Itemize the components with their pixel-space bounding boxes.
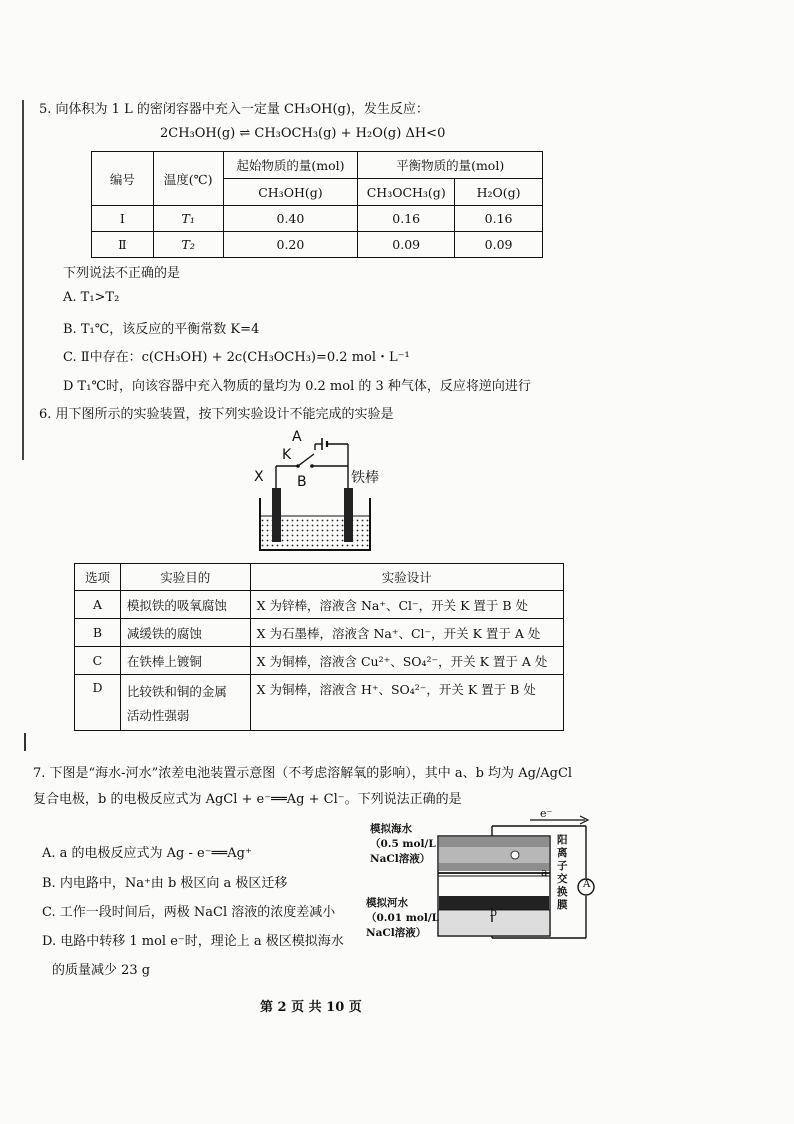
purpose-line: 活动性强弱 <box>126 708 190 723</box>
q7-stem-line2: 复合电极，b 的电极反应式为 AgCl + e⁻══Ag + Cl⁻。下列说法正确的是 <box>33 792 462 807</box>
table-cell: 0.40 <box>223 206 358 232</box>
q5-reaction: 2CH₃OH(g) ⇌ CH₃OCH₃(g) + H₂O(g) ΔH<0 <box>160 126 446 141</box>
label-line: （0.5 mol/L <box>370 838 436 850</box>
figure-label-iron-rod: 铁棒 <box>351 470 379 486</box>
q6-header-option: 选项 <box>75 564 121 591</box>
q7-option-b: B. 内电路中，Na⁺由 b 极区向 a 极区迁移 <box>42 876 288 891</box>
table-row <box>75 619 564 647</box>
electron-label: e⁻ <box>540 807 553 820</box>
table-cell: 0.16 <box>455 206 543 232</box>
page-footer: 第 2 页 共 10 页 <box>260 1000 362 1015</box>
table-cell <box>120 675 250 731</box>
table-cell: Ⅰ <box>92 206 154 232</box>
table-row <box>75 591 564 619</box>
q6-header-design: 实验设计 <box>250 564 563 591</box>
electrode-a-label: a <box>541 866 548 879</box>
table-cell: C <box>75 647 121 675</box>
figure-label-a: A <box>292 429 302 445</box>
table-cell: 减缓铁的腐蚀 <box>120 619 250 647</box>
q5-option-d: D T₁℃时，向该容器中充入物质的量均为 0.2 mol 的 3 种气体，反应将逆向进行 <box>63 379 531 394</box>
membrane-label: 阳离子交换膜 <box>557 834 568 911</box>
label-line: 模拟海水 <box>370 823 412 835</box>
table-cell: 0.09 <box>358 232 455 258</box>
q5-stem: 5. 向体积为 1 L 的密闭容器中充入一定量 CH₃OH(g)，发生反应： <box>39 102 429 117</box>
label-line: NaCl溶液） <box>370 853 431 865</box>
q7-option-a: A. a 的电极反应式为 Ag - e⁻══Ag⁺ <box>42 846 252 861</box>
q5-header-initial: 起始物质的量(mol) <box>223 152 358 179</box>
q5-subheader: CH₃OCH₃(g) <box>358 179 455 206</box>
q5-option-a: A. T₁>T₂ <box>63 290 120 305</box>
margin-line <box>22 100 24 460</box>
table-cell: 0.09 <box>455 232 543 258</box>
q5-subheader: CH₃OH(g) <box>223 179 358 206</box>
label-line: （0.01 mol/L <box>366 912 440 924</box>
table-cell: Ⅱ <box>92 232 154 258</box>
table-cell: T₂ <box>153 232 223 258</box>
table-cell: X 为锌棒，溶液含 Na⁺、Cl⁻，开关 K 置于 B 处 <box>250 591 563 619</box>
label-line: NaCl溶液） <box>366 927 427 939</box>
q6-header-purpose: 实验目的 <box>120 564 250 591</box>
q6-table <box>74 563 564 731</box>
q5-option-b: B. T₁℃，该反应的平衡常数 K=4 <box>63 322 260 337</box>
table-cell: B <box>75 619 121 647</box>
table-cell: X 为石墨棒，溶液含 Na⁺、Cl⁻，开关 K 置于 A 处 <box>250 619 563 647</box>
figure-label-b: B <box>297 474 307 490</box>
label-line: 模拟河水 <box>366 897 408 909</box>
q5-table <box>91 151 543 258</box>
table-row <box>75 647 564 675</box>
q7-option-d: D. 电路中转移 1 mol e⁻时，理论上 a 极区模拟海水 <box>42 934 344 949</box>
q5-header-id: 编号 <box>92 152 154 206</box>
table-cell: X 为铜棒，溶液含 H⁺、SO₄²⁻，开关 K 置于 B 处 <box>250 675 563 731</box>
q6-stem: 6. 用下图所示的实验装置，按下列实验设计不能完成的实验是 <box>39 407 394 422</box>
electrolysis-apparatus-figure <box>240 428 390 558</box>
table-cell: T₁ <box>153 206 223 232</box>
table-cell: 模拟铁的吸氧腐蚀 <box>120 591 250 619</box>
q5-prompt: 下列说法不正确的是 <box>63 266 181 281</box>
table-cell: 在铁棒上镀铜 <box>120 647 250 675</box>
table-row <box>75 675 564 731</box>
table-row <box>92 206 543 232</box>
purpose-line: 比较铁和铜的金属 <box>126 684 227 699</box>
q7-stem-line1: 7. 下图是“海水-河水”浓差电池装置示意图（不考虑溶解氧的影响），其中 a、b 均为 Ag/AgCl <box>33 766 573 781</box>
table-cell: A <box>75 591 121 619</box>
q7-option-d-cont: 的质量减少 23 g <box>52 963 151 978</box>
figure-label-k: K <box>282 447 292 463</box>
q5-header-equilibrium: 平衡物质的量(mol) <box>358 152 543 179</box>
q5-header-temp: 温度(℃) <box>153 152 223 206</box>
table-cell: 0.16 <box>358 206 455 232</box>
electrode-b-label: b <box>490 906 498 919</box>
river-water-label <box>366 896 439 941</box>
sea-water-label <box>370 822 436 867</box>
table-cell: X 为铜棒，溶液含 Cu²⁺、SO₄²⁻，开关 K 置于 A 处 <box>250 647 563 675</box>
table-cell: D <box>75 675 121 731</box>
table-row <box>92 232 543 258</box>
table-cell: 0.20 <box>223 232 358 258</box>
margin-mark <box>24 733 26 751</box>
q5-subheader: H₂O(g) <box>455 179 543 206</box>
ammeter-label: A <box>583 879 591 890</box>
figure-label-x: X <box>254 469 264 485</box>
q7-option-c: C. 工作一段时间后，两极 NaCl 溶液的浓度差减小 <box>42 905 336 920</box>
concentration-cell-figure <box>430 810 600 950</box>
q5-option-c: C. Ⅱ中存在：c(CH₃OH) + 2c(CH₃OCH₃)=0.2 mol・L⁻¹ <box>63 350 410 365</box>
